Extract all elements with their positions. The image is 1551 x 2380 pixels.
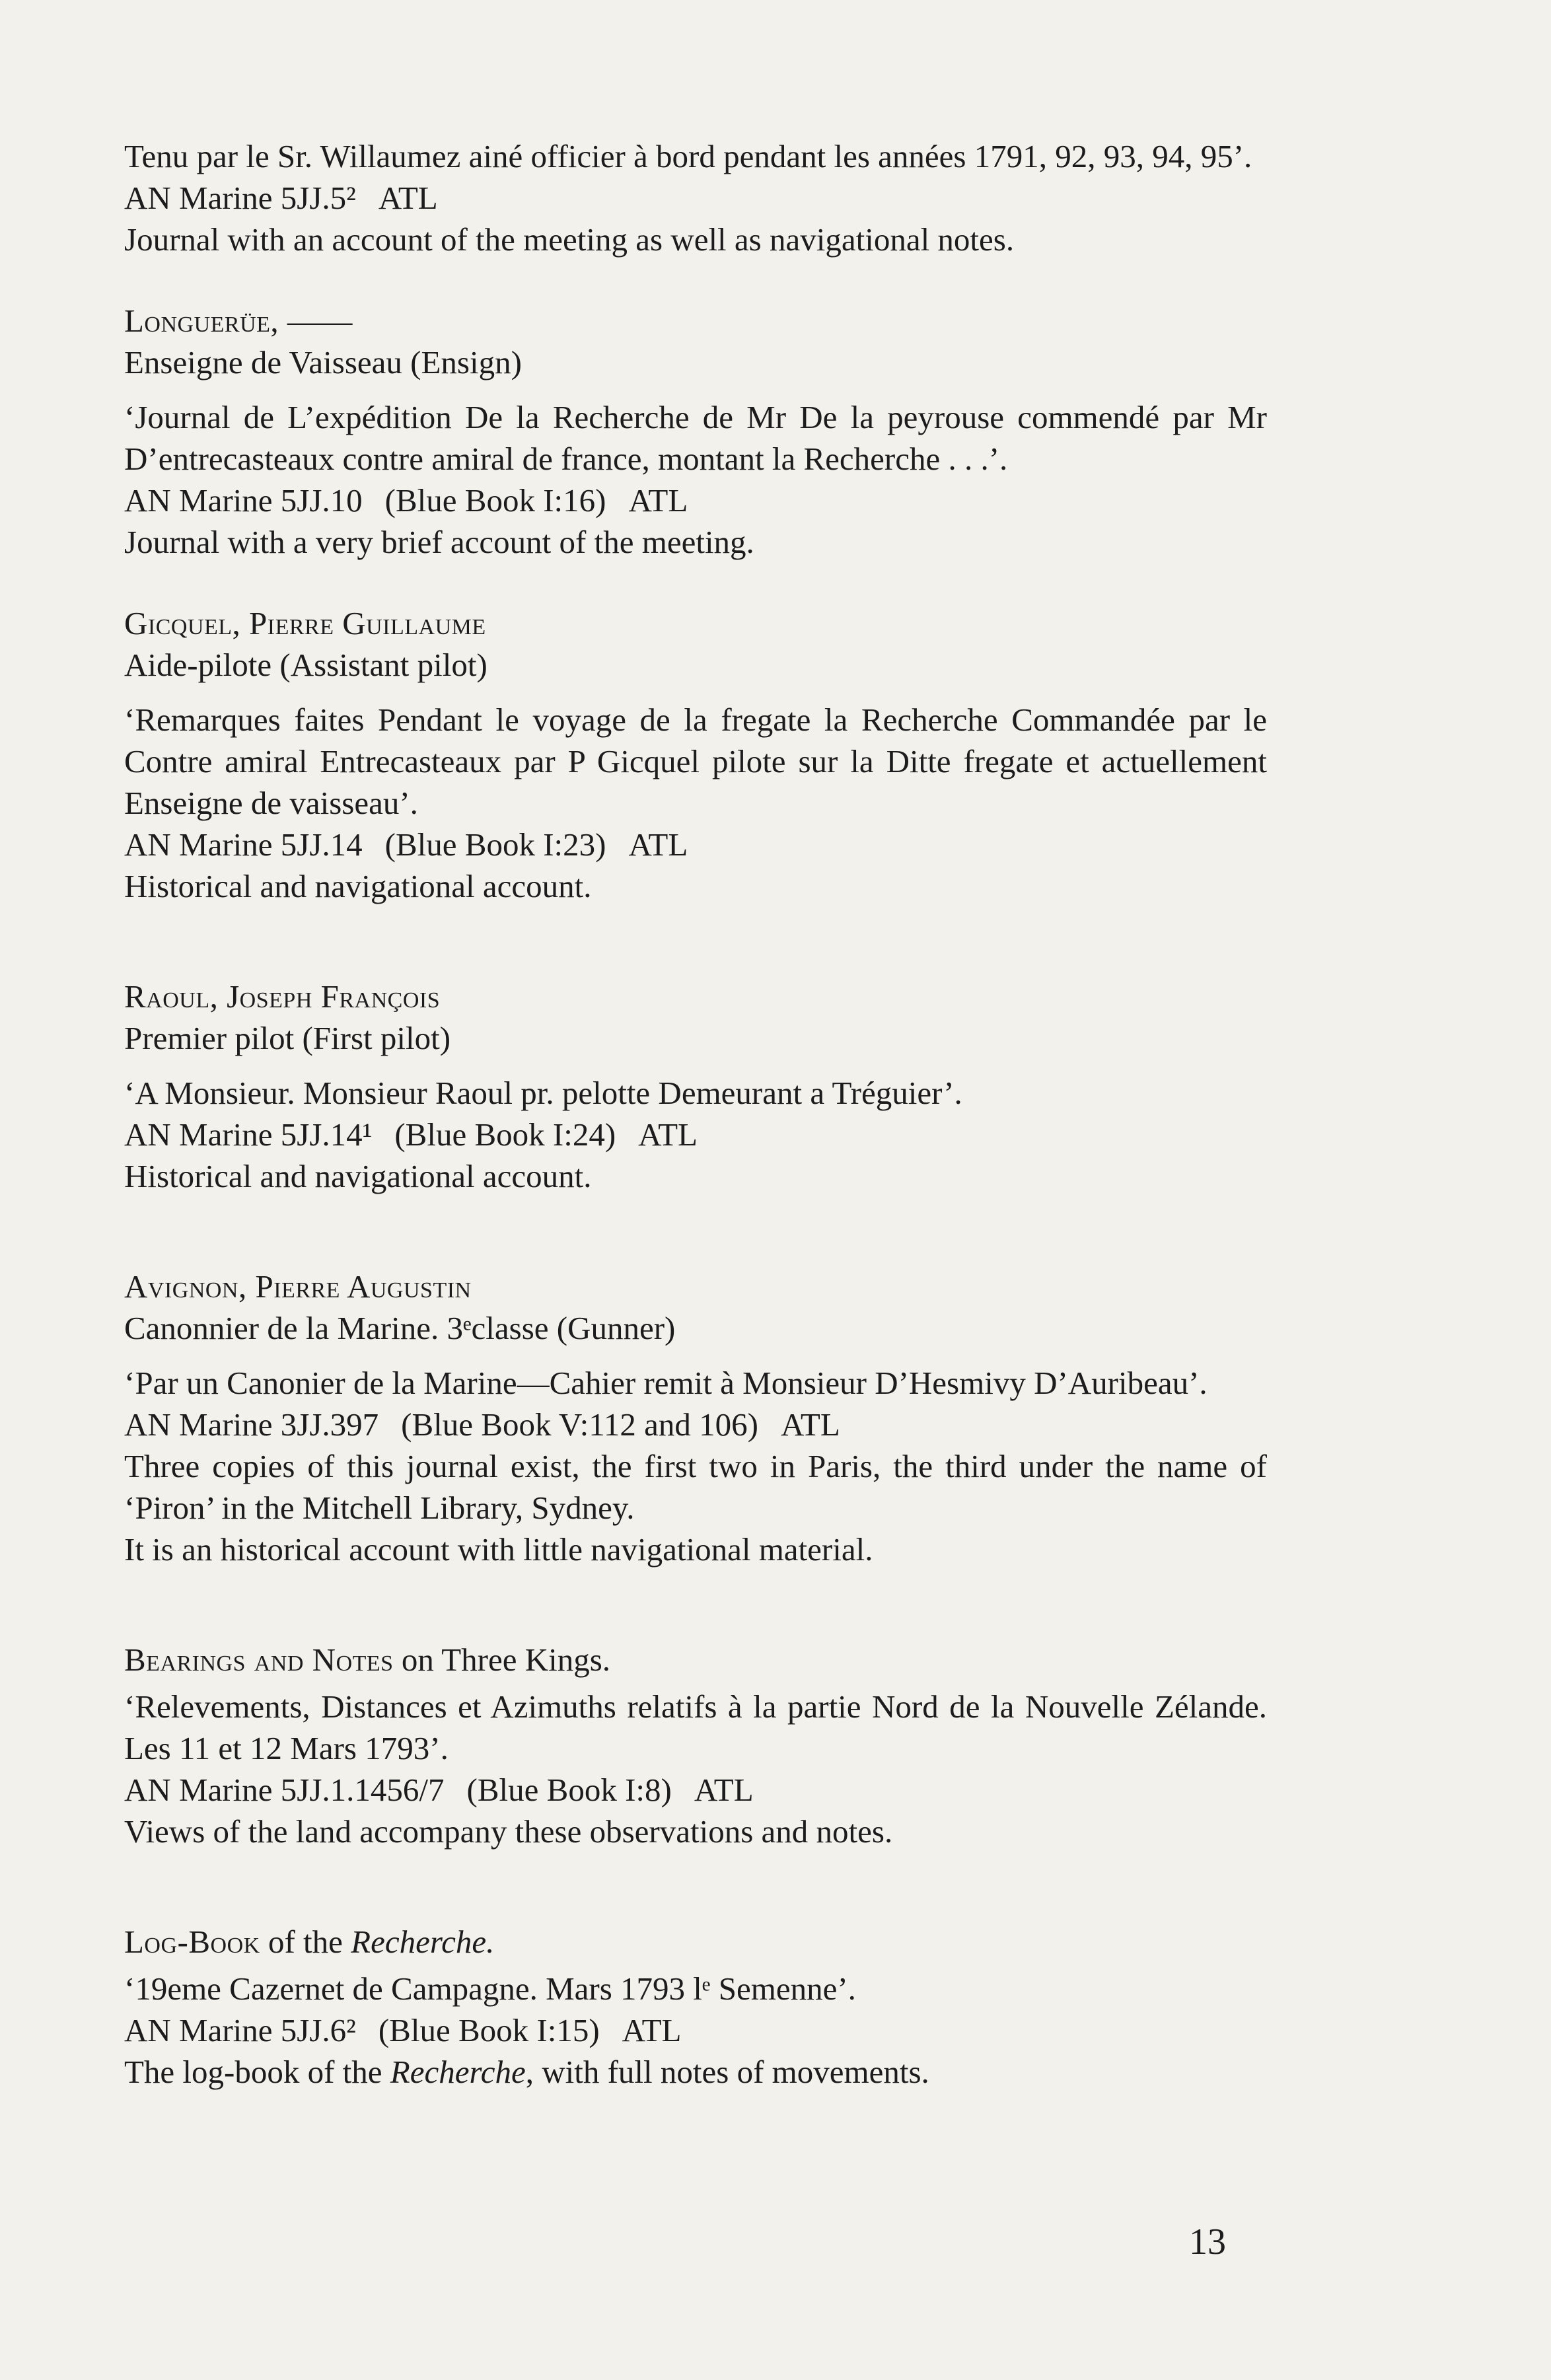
archive-location: ATL — [694, 1772, 754, 1808]
continuation-entry — [124, 135, 1267, 260]
blue-book-reference: (Blue Book I:24) — [394, 1116, 616, 1153]
entry-description: Three copies of this journal exist, the first two in Paris, the third under the name of ‘Piron’ in the Mitchell Library, Sydney. — [124, 1448, 1267, 1526]
entry-description — [124, 2051, 1267, 2093]
entry-author: Gicquel, Pierre Guillaume — [124, 605, 486, 641]
entry-role: Premier pilot (First pilot) — [124, 1020, 451, 1056]
entry-description: Journal with a very brief account of the meeting. — [124, 524, 754, 560]
entry-author: Raoul, Joseph François — [124, 978, 441, 1015]
archive-location: ATL — [628, 482, 688, 519]
continuation-title: Tenu par le Sr. Willaumez ainé officier à bord pendant les années 1791, 92, 93, 94, 95’. — [124, 138, 1252, 174]
document-page — [124, 135, 1267, 2132]
archive-location: ATL — [638, 1116, 698, 1153]
entry-gicquel — [124, 602, 1267, 907]
entry-description: Historical and navigational account. — [124, 868, 592, 904]
entry-bearings-notes — [124, 1639, 1267, 1852]
archive-location: ATL — [628, 826, 688, 863]
ship-name: Recherche — [390, 2054, 526, 2090]
entry-author: Avignon, Pierre Augustin — [124, 1268, 472, 1305]
blue-book-reference: (Blue Book I:16) — [384, 482, 606, 519]
entry-role: Aide-pilote (Assistant pilot) — [124, 647, 487, 683]
entry-log-book — [124, 1921, 1267, 2093]
archive-reference — [124, 480, 1267, 521]
blue-book-reference: (Blue Book I:15) — [378, 2012, 600, 2048]
entry-role: Canonnier de la Marine. 3ᵉclasse (Gunner) — [124, 1310, 676, 1346]
entry-author: Longuerüe, —— — [124, 303, 353, 339]
entry-heading-rest: on Three Kings. — [393, 1641, 611, 1678]
archive-reference — [124, 1114, 1267, 1155]
archive-reference-main: AN Marine 5JJ.14 — [124, 826, 363, 863]
entry-description: Journal with an account of the meeting as well as navigational notes. — [124, 221, 1015, 258]
entry-title-quote: ‘A Monsieur. Monsieur Raoul pr. pelotte Demeurant a Tréguier’. — [124, 1075, 962, 1111]
entry-description-pre: The log-book of the — [124, 2054, 390, 2090]
entry-role: Enseigne de Vaisseau (Ensign) — [124, 344, 522, 380]
archive-reference — [124, 1769, 1267, 1811]
archive-location: ATL — [622, 2012, 682, 2048]
entry-description-extra: It is an historical account with little navigational material. — [124, 1531, 873, 1568]
archive-location: ATL — [780, 1406, 840, 1443]
entry-description: Views of the land accompany these observations and notes. — [124, 1813, 893, 1850]
ship-name: Recherche. — [351, 1924, 495, 1960]
entry-title-quote: ‘Relevements, Distances et Azimuths relatifs à la partie Nord de la Nouvelle Zélande. Les 11 et 12 Mars 1793’. — [124, 1688, 1267, 1766]
archive-location: ATL — [378, 180, 438, 216]
entry-description-post: , with full notes of movements. — [525, 2054, 929, 2090]
archive-reference — [124, 1404, 1267, 1445]
page-number: 13 — [1189, 2221, 1226, 2262]
blue-book-reference: (Blue Book V:112 and 106) — [401, 1406, 758, 1443]
entry-title-quote: ‘19eme Cazernet de Campagne. Mars 1793 lᵉ Semenne’. — [124, 1970, 856, 2007]
entry-title-quote: ‘Par un Canonier de la Marine—Cahier remit à Monsieur D’Hesmivy D’Auribeau’. — [124, 1365, 1208, 1401]
archive-reference-main: AN Marine 3JJ.397 — [124, 1406, 379, 1443]
entry-author: Bearings and Notes — [124, 1641, 394, 1678]
entry-title-quote: ‘Journal de L’expédition De la Recherche de Mr De la peyrouse commendé par Mr D’entrecasteaux contre amiral de france, montant la Recherche . . .’. — [124, 399, 1267, 477]
entry-heading-mid: of the — [260, 1924, 351, 1960]
entry-title-quote: ‘Remarques faites Pendant le voyage de la fregate la Recherche Commandée par le Contre amiral Entrecasteaux par P Gicquel pilote sur la Ditte fregate et actuellement Enseigne de vaisseau’. — [124, 702, 1267, 821]
archive-reference-main: AN Marine 5JJ.14¹ — [124, 1116, 373, 1153]
archive-reference — [124, 824, 1267, 865]
archive-reference-main: AN Marine 5JJ.5² — [124, 180, 356, 216]
blue-book-reference: (Blue Book I:23) — [384, 826, 606, 863]
archive-reference — [124, 2009, 1267, 2051]
archive-reference — [124, 177, 1267, 219]
entry-raoul — [124, 976, 1267, 1197]
entry-longuerue — [124, 300, 1267, 563]
entry-heading — [124, 1639, 1267, 1680]
entry-heading — [124, 1921, 1267, 1963]
entry-description: Historical and navigational account. — [124, 1158, 592, 1194]
archive-reference-main: AN Marine 5JJ.6² — [124, 2012, 356, 2048]
archive-reference-main: AN Marine 5JJ.1.1456/7 — [124, 1772, 445, 1808]
archive-reference-main: AN Marine 5JJ.10 — [124, 482, 363, 519]
entry-author: Log-Book — [124, 1924, 260, 1960]
blue-book-reference: (Blue Book I:8) — [466, 1772, 672, 1808]
entry-avignon — [124, 1266, 1267, 1570]
